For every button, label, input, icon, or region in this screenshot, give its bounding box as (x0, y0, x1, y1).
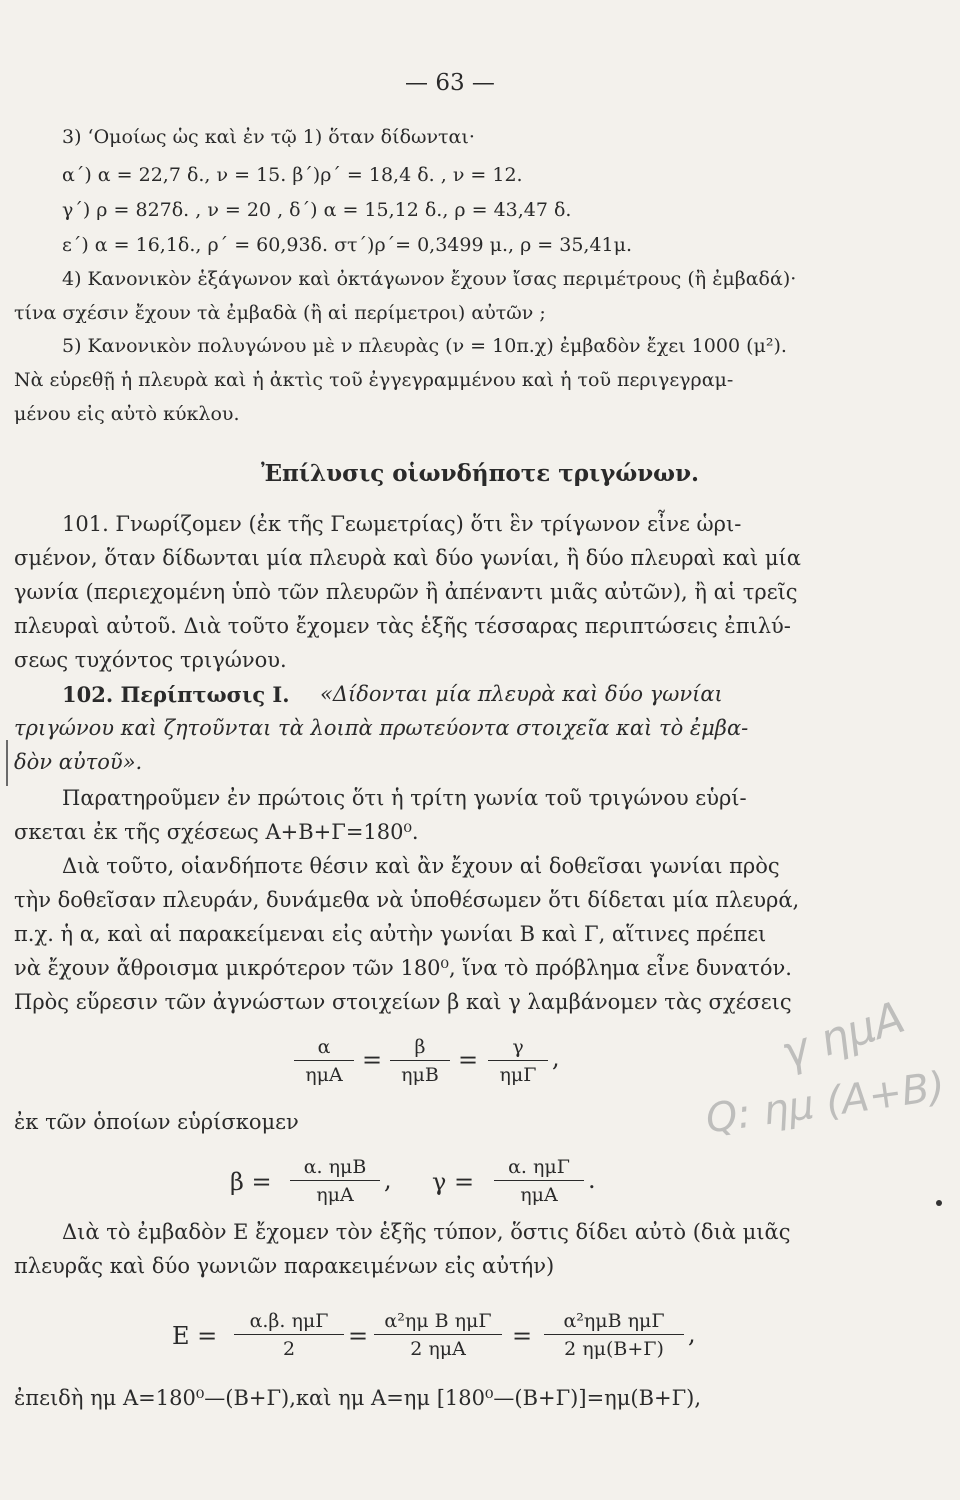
p101-line5: σεως τυχόντος τριγώνου. (14, 648, 287, 672)
exercise-5-line2: Νὰ εὑρεθῇ ἡ πλευρὰ καὶ ἡ ἀκτὶς τοῦ ἐγγεγραμμένου καὶ ἡ τοῦ περιγεγραμ- (14, 369, 734, 391)
p101-line1: 101. Γνωρίζομεν (ἐκ τῆς Γεωμετρίας) ὅτι ἓν τρίγωνον εἶνε ὡρι- (62, 512, 742, 536)
comma: , (552, 1044, 560, 1072)
denominator: 2 (282, 1338, 296, 1360)
equals-sign: = (512, 1322, 533, 1350)
p102-line7: τὴν δοθεῖσαν πλευράν, δυνάμεθα νὰ ὑποθέσωμεν ὅτι δίδεται μία πλευρά, (14, 888, 800, 912)
exercise-4-line1: 4) Κανονικὸν ἑξάγωνον καὶ ὀκτάγωνον ἔχουν ἴσας περιμέτρους (ἢ ἐμβαδά)· (62, 268, 797, 290)
p102-line10: Πρὸς εὕρεσιν τῶν ἀγνώστων στοιχείων β καὶ γ λαμβάνομεν τὰς σχέσεις (14, 990, 792, 1014)
fraction-c (494, 1156, 584, 1206)
c-equals: γ = (432, 1168, 475, 1196)
denominator: ημΓ (499, 1064, 537, 1086)
exercise-3-e-f: ε΄) α = 16,1δ., ρ΄ = 60,93δ. στ΄)ρ΄= 0,3499 μ., ρ = 35,41μ. (62, 234, 633, 256)
equals-sign: = (458, 1046, 479, 1074)
numerator: α²ημ Β ημΓ (374, 1310, 502, 1335)
numerator: α²ημΒ ημΓ (544, 1310, 684, 1335)
margin-mark (6, 740, 8, 786)
denominator: 2 ημ(Β+Γ) (564, 1338, 664, 1360)
p102-line4: Παρατηροῦμεν ἐν πρώτοις ὅτι ἡ τρίτη γωνία τοῦ τριγώνου εὑρί- (62, 786, 747, 810)
p102-statement-line2: τριγώνου καὶ ζητοῦνται τὰ λοιπὰ πρωτεύοντα στοιχεῖα καὶ τὸ ἐμβα- (14, 716, 749, 740)
numerator: α. ημΓ (494, 1156, 584, 1181)
fraction-area-2 (374, 1310, 502, 1360)
numerator: α (294, 1036, 354, 1061)
area-text-line1: Διὰ τὸ ἐμβαδὸν Ε ἔχομεν τὸν ἑξῆς τύπον, ὅστις δίδει αὐτὸ (διὰ μιᾶς (62, 1220, 791, 1244)
p102-statement-line3: δὸν αὐτοῦ». (14, 750, 143, 774)
p102-line9: νὰ ἔχουν ἄθροισμα μικρότερον τῶν 180⁰, ἵνα τὸ πρόβλημα εἶνε δυνατόν. (14, 956, 792, 980)
pencil-note-2: Q: ημ (Α+Β) (702, 1063, 948, 1143)
exercise-5-line1: 5) Κανονικὸν πολυγώνου μὲ ν πλευρὰς (ν = 10π.χ) ἐμβαδὸν ἔχει 1000 (μ²). (62, 335, 787, 357)
denominator: ημΑ (305, 1064, 343, 1086)
fraction-c-over-sinC (488, 1036, 548, 1086)
fraction-b (290, 1156, 380, 1206)
numerator: β (390, 1036, 450, 1061)
ink-speck (936, 1200, 942, 1206)
p101-line4: πλευραὶ αὐτοῦ. Διὰ τοῦτο ἔχομεν τὰς ἑξῆς τέσσαρας περιπτώσεις ἐπιλύ- (14, 614, 791, 638)
b-equals: β = (230, 1168, 272, 1196)
comma: , (688, 1320, 696, 1348)
fraction-a-over-sinA (294, 1036, 354, 1086)
equals-sign: = (362, 1046, 383, 1074)
fraction-b-over-sinB (390, 1036, 450, 1086)
E-equals: Ε = (172, 1322, 218, 1350)
area-text-line2: πλευρᾶς καὶ δύο γωνιῶν παρακειμένων εἰς αὐτήν) (14, 1254, 555, 1278)
p102-heading: 102. Περίπτωσις Ι. (62, 682, 290, 707)
comma: , (384, 1166, 392, 1194)
p102-line8: π.χ. ἡ α, καὶ αἱ παρακείμεναι εἰς αὐτὴν γωνίαι Β καὶ Γ, αἵτινες πρέπει (14, 922, 767, 946)
exercise-3-intro: 3) ‘Ομοίως ὡς καὶ ἐν τῷ 1) ὅταν δίδωνται· (62, 126, 475, 148)
page-number: — 63 — (405, 70, 495, 96)
p101-line3: γωνία (περιεχομένη ὑπὸ τῶν πλευρῶν ἢ ἀπέναντι μιᾶς αὐτῶν), ἢ αἱ τρεῖς (14, 580, 798, 604)
numerator: γ (488, 1036, 548, 1061)
p102-line6: Διὰ τοῦτο, οἱανδήποτε θέσιν καὶ ἂν ἔχουν αἱ δοθεῖσαι γωνίαι πρὸς (62, 854, 780, 878)
exercise-5-line3: μένου εἰς αὐτὸ κύκλου. (14, 403, 240, 425)
denominator: 2 ημΑ (410, 1338, 466, 1360)
fraction-area-3 (544, 1310, 684, 1360)
exercise-4-line2: τίνα σχέσιν ἔχουν τὰ ἐμβαδὰ (ἢ αἱ περίμετροι) αὐτῶν ; (14, 302, 546, 324)
last-line: ἐπειδὴ ημ Α=180⁰—(Β+Γ),καὶ ημ Α=ημ [180⁰—(Β+Γ)]=ημ(Β+Γ), (14, 1386, 702, 1410)
exercise-3-c-d: γ΄) ρ = 827δ. , ν = 20 , δ΄) α = 15,12 δ., ρ = 43,47 δ. (62, 199, 572, 221)
numerator: α. ημΒ (290, 1156, 380, 1181)
p102-statement-line1: «Δίδονται μία πλευρὰ καὶ δύο γωνίαι (320, 682, 723, 706)
period: . (588, 1166, 596, 1194)
denominator: ημΑ (520, 1184, 558, 1206)
numerator: α.β. ημΓ (234, 1310, 344, 1335)
fraction-area-1 (234, 1310, 344, 1360)
p101-line2: σμένον, ὅταν δίδωνται μία πλευρὰ καὶ δύο γωνίαι, ἢ δύο πλευραὶ καὶ μία (14, 546, 801, 570)
denominator: ημΒ (401, 1064, 439, 1086)
equals-sign: = (348, 1322, 369, 1350)
pencil-note-1: γ ημΑ (775, 991, 911, 1080)
p102-line5: σκεται ἐκ τῆς σχέσεως Α+Β+Γ=180⁰. (14, 820, 419, 844)
denominator: ημΑ (316, 1184, 354, 1206)
exercise-3-a-b: α΄) α = 22,7 δ., ν = 15. β΄)ρ΄ = 18,4 δ. , ν = 12. (62, 164, 523, 186)
section-title: Ἐπίλυσις οἱωνδήποτε τριγώνων. (260, 460, 700, 487)
from-which-line: ἐκ τῶν ὁποίων εὑρίσκομεν (14, 1110, 299, 1134)
